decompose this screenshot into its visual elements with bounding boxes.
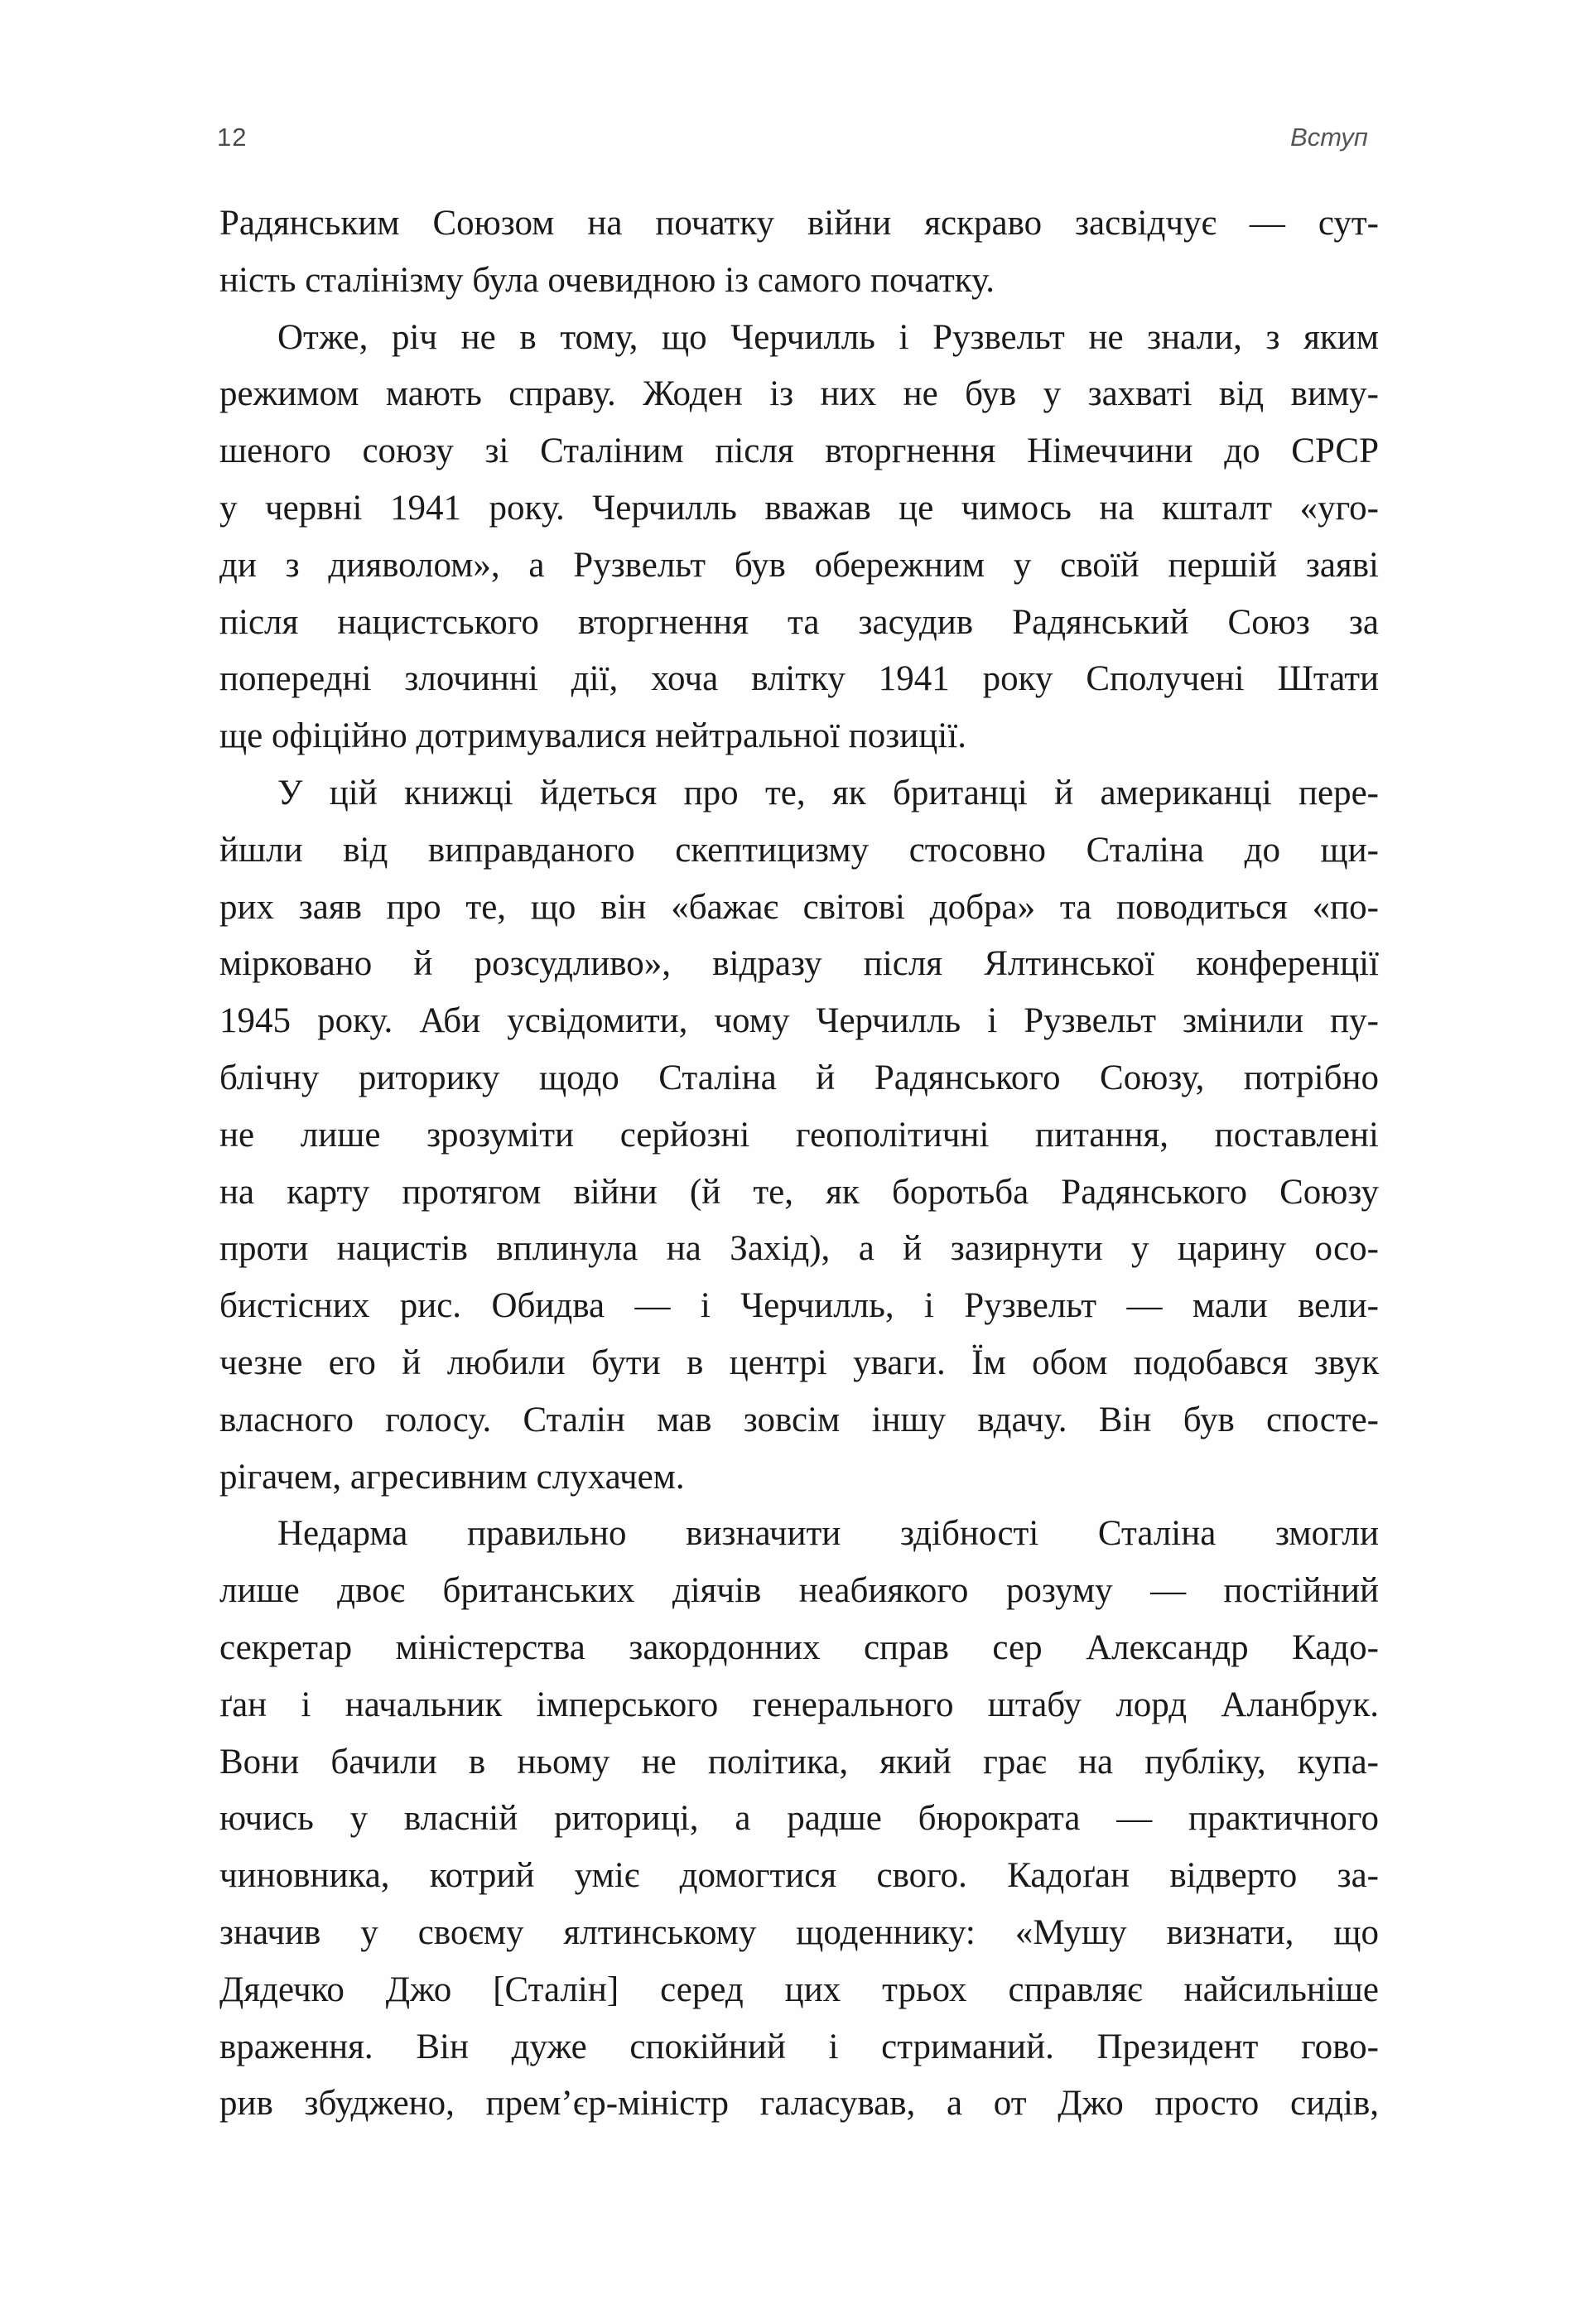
text-line: власного голосу. Сталін мав зовсім іншу вдачу. Він був спосте-: [219, 1400, 1379, 1439]
text-line: попередні злочинні дії, хоча влітку 1941 року Сполучені Штати: [219, 659, 1379, 699]
text-line: ди з дияволом», а Рузвельт був обережним у своїй першій заяві: [219, 545, 1379, 585]
text-line: враження. Він дуже спокійний і стриманий. Президент гово-: [219, 2027, 1379, 2066]
text-line: рігачем, агресивним слухачем.: [219, 1457, 685, 1497]
text-line: режимом мають справу. Жоден із них не був у захваті від виму-: [219, 374, 1379, 414]
text-line: лише двоє британських діячів неабиякого розуму — постійний: [219, 1571, 1379, 1611]
text-line: проти нацистів вплинула на Захід), а й зазирнути у царину осо-: [219, 1229, 1379, 1269]
text-line: 1945 року. Аби усвідомити, чому Черчилль і Рузвельт змінили пу-: [219, 1001, 1379, 1041]
text-line: ність сталінізму була очевидною із самого початку.: [219, 260, 995, 300]
text-line: значив у своєму ялтинському щоденнику: «Мушу визнати, що: [219, 1912, 1379, 1952]
text-line: У цій книжці йдеться про те, як британці й американці пере-: [277, 773, 1379, 812]
text-line: мірковано й розсудливо», відразу після Ялтинської конференції: [219, 944, 1379, 984]
text-line: бистісних рис. Обидва — і Черчилль, і Рузвельт — мали вели-: [219, 1286, 1379, 1326]
text-line: чезне его й любили бути в центрі уваги. Їм обом подобався звук: [219, 1343, 1379, 1382]
text-line: на карту протягом війни (й те, як боротьба Радянського Союзу: [219, 1172, 1379, 1212]
text-line: чиновника, котрий уміє домогтися свого. Кадоґан відверто за-: [219, 1856, 1379, 1896]
text-line: не лише зрозуміти серйозні геополітичні питання, поставлені: [219, 1115, 1379, 1155]
text-line: Вони бачили в ньому не політика, який грає на публіку, купа-: [219, 1742, 1379, 1782]
text-line: Недарма правильно визначити здібності Сталіна змогли: [277, 1514, 1379, 1554]
text-line: після нацистського вторгнення та засудив Радянський Союз за: [219, 602, 1379, 642]
body-text: [219, 195, 1379, 2133]
text-line: Дядечко Джо [Сталін] серед цих трьох справляє найсильніше: [219, 1970, 1379, 2009]
text-line: йшли від виправданого скептицизму стосовно Сталіна до щи-: [219, 830, 1379, 870]
section-title: Вступ: [1290, 123, 1368, 152]
text-line: Отже, річ не в тому, що Черчилль і Рузвельт не знали, з яким: [277, 317, 1379, 357]
text-line: шеного союзу зі Сталіним після вторгнення Німеччини до СРСР: [219, 432, 1379, 471]
text-line: у червні 1941 року. Черчилль вважав це чимось на кшталт «уго-: [219, 488, 1379, 528]
text-line: блічну риторику щодо Сталіна й Радянського Союзу, потрібно: [219, 1058, 1379, 1097]
page-number: 12: [217, 123, 248, 152]
running-header: [217, 123, 1368, 159]
text-line: ючись у власній риториці, а радше бюрократа — практичного: [219, 1799, 1379, 1839]
text-line: ще офіційно дотримувалися нейтральної позиції.: [219, 716, 966, 756]
text-line: рих заяв про те, що він «бажає світові добра» та поводиться «по-: [219, 887, 1379, 927]
text-line: Радянським Союзом на початку війни яскраво засвідчує — сут-: [219, 204, 1379, 243]
text-line: ґан і начальник імперського генерального штабу лорд Аланбрук.: [219, 1685, 1379, 1724]
text-line: секретар міністерства закордонних справ сер Александр Кадо-: [219, 1627, 1379, 1667]
text-line: рив збуджено, прем’єр-міністр галасував, а от Джо просто сидів,: [219, 2084, 1379, 2124]
